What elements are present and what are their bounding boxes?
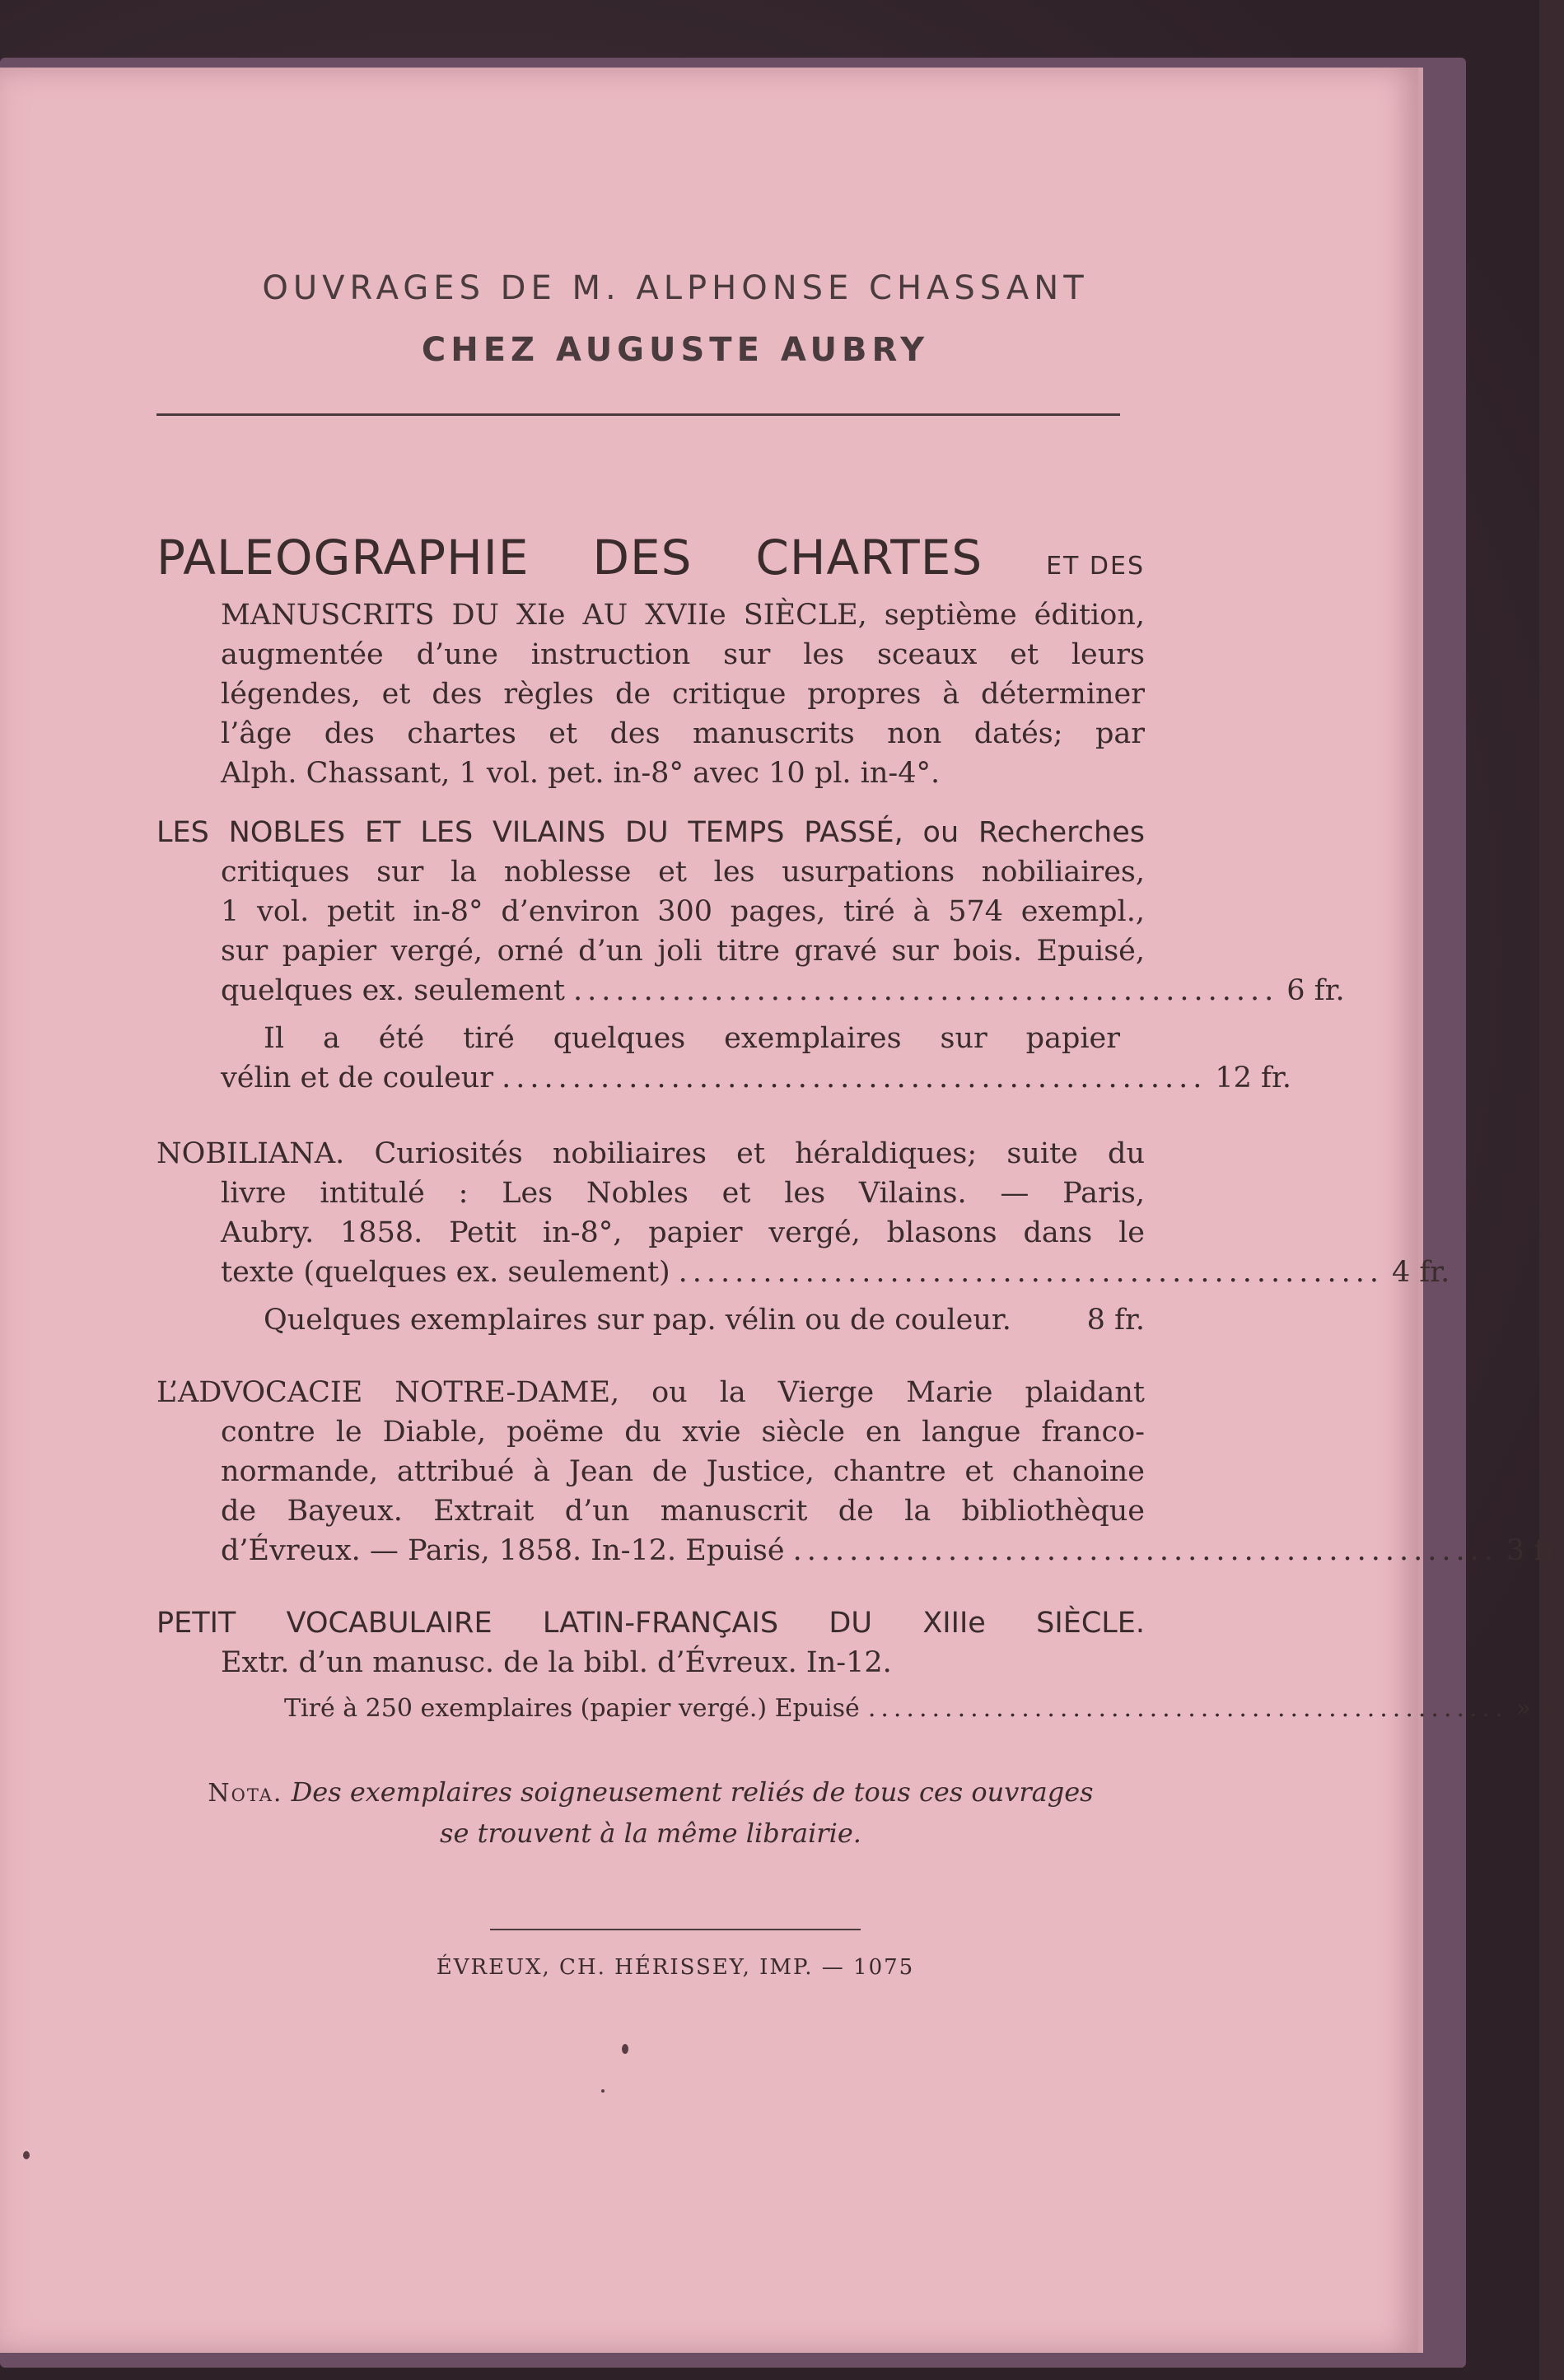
entry-text-line: LES NOBLES ET LES VILAINS DU TEMPS PASSÉ, ou Recherches: [156, 816, 1145, 849]
footer-rule: [490, 1929, 861, 1930]
nota-line: [156, 1772, 1145, 1813]
price-line: [156, 1689, 1554, 1729]
paper-speck: [622, 2044, 628, 2054]
price-value: 12 fr.: [1215, 1062, 1292, 1094]
entry-nobles-vilains: [156, 813, 1345, 1098]
entry-text-line: 1 vol. petit in-8° d’environ 300 pages, tiré à 574 exempl.,: [221, 895, 1145, 928]
leader-dots: ..................................................: [792, 1534, 1498, 1567]
entry-text-line: critiques sur la noblesse et les usurpations nobiliaires,: [221, 856, 1145, 889]
entry-advocacie: [156, 1373, 1564, 1570]
entry-text-line: normande, attribué à Jean de Justice, chantre et chanoine: [221, 1455, 1145, 1488]
price-value: » »: [1515, 1694, 1554, 1723]
price-line-text: d’Évreux. — Paris, 1858. In-12. Epuisé: [221, 1534, 785, 1567]
printer-imprint: ÉVREUX, CH. HÉRISSEY, IMP. — 1075: [436, 1955, 915, 1980]
entry-note-line: Il a été tiré quelques exemplaires sur papier: [264, 1022, 1120, 1055]
entry-text-line: PETIT VOCABULAIRE LATIN-FRANÇAIS DU XIIIe SIÈCLE.: [156, 1607, 1145, 1640]
price-line-text: quelques ex. seulement: [221, 974, 565, 1007]
title-word: CHARTES: [755, 530, 983, 586]
price-line: [156, 1253, 1450, 1292]
nota-text: Des exemplaires soigneusement reliés de tous ces ouvrages: [291, 1776, 1094, 1808]
nota-block: [156, 1772, 1145, 1853]
entry-text-line: sur papier vergé, orné d’un joli titre gravé sur bois. Epuisé,: [221, 935, 1145, 968]
title-word: DES: [592, 530, 693, 586]
entry-text-line: augmentée d’une instruction sur les sceaux et leurs: [221, 638, 1145, 671]
entry-text-line: Aubry. 1858. Petit in-8°, papier vergé, blasons dans le: [221, 1216, 1145, 1249]
leader-dots: ..................................................: [678, 1256, 1384, 1289]
price-value: 6 fr.: [1286, 974, 1345, 1007]
title-word: PALEOGRAPHIE: [156, 530, 530, 586]
header-publisher-line: CHEZ AUGUSTE AUBRY: [421, 331, 930, 369]
price-line: [156, 1300, 1145, 1340]
price-value: 8 fr.: [1086, 1304, 1145, 1337]
nota-line: se trouvent à la même librairie.: [440, 1818, 861, 1849]
price-line-text: vélin et de couleur: [221, 1062, 494, 1094]
book-page: [0, 68, 1564, 2353]
header-author-line: OUVRAGES DE M. ALPHONSE CHASSANT: [262, 269, 1089, 307]
entry-nobiliana: [156, 1134, 1450, 1340]
price-value: 3 fr.: [1506, 1534, 1564, 1567]
price-line-text: Quelques exemplaires sur pap. vélin ou de couleur.: [264, 1304, 1011, 1337]
price-line-text: texte (quelques ex. seulement): [221, 1256, 670, 1289]
entry-text-line: L’ADVOCACIE NOTRE-DAME, ou la Vierge Marie plaidant: [156, 1376, 1145, 1409]
entry-text-line: livre intitulé : Les Nobles et les Vilains. — Paris,: [221, 1177, 1145, 1210]
leader-dots: ..................................................: [502, 1062, 1207, 1094]
entry-text-line: Alph. Chassant, 1 vol. pet. in-8° avec 10 pl. in-4°.: [221, 757, 941, 790]
entry-paleographie-title: [156, 529, 1145, 595]
entry-vocabulaire: [156, 1603, 1554, 1729]
entry-text-line: MANUSCRITS DU XIe AU XVIIe SIÈCLE, septième édition,: [221, 599, 1145, 632]
price-line: [156, 1058, 1292, 1098]
paper-speck: [601, 2089, 605, 2093]
leader-dots: ..................................................: [867, 1694, 1508, 1723]
paper-speck: [23, 2151, 30, 2159]
entry-paleographie: [156, 529, 1145, 793]
nota-label: Nota.: [208, 1779, 283, 1808]
entry-text-line: Extr. d’un manusc. de la bibl. d’Évreux. In-12.: [221, 1646, 892, 1679]
entry-text-line: l’âge des chartes et des manuscrits non datés; par: [221, 717, 1145, 750]
title-word: ET DES: [1046, 552, 1145, 581]
entry-text-line: contre le Diable, poëme du xvie siècle en langue franco-: [221, 1416, 1145, 1449]
price-line: [156, 1531, 1564, 1570]
entry-text-line: légendes, et des règles de critique propres à déterminer: [221, 678, 1145, 711]
leader-dots: ..................................................: [572, 974, 1279, 1007]
entry-text-line: de Bayeux. Extrait d’un manuscrit de la bibliothèque: [221, 1495, 1145, 1528]
price-value: 4 fr.: [1391, 1256, 1450, 1289]
price-line: [156, 971, 1345, 1010]
header-rule: [156, 413, 1120, 416]
entry-text-line: NOBILIANA. Curiosités nobiliaires et héraldiques; suite du: [156, 1137, 1145, 1170]
price-line-text: Tiré à 250 exemplaires (papier vergé.) Epuisé: [284, 1694, 860, 1723]
